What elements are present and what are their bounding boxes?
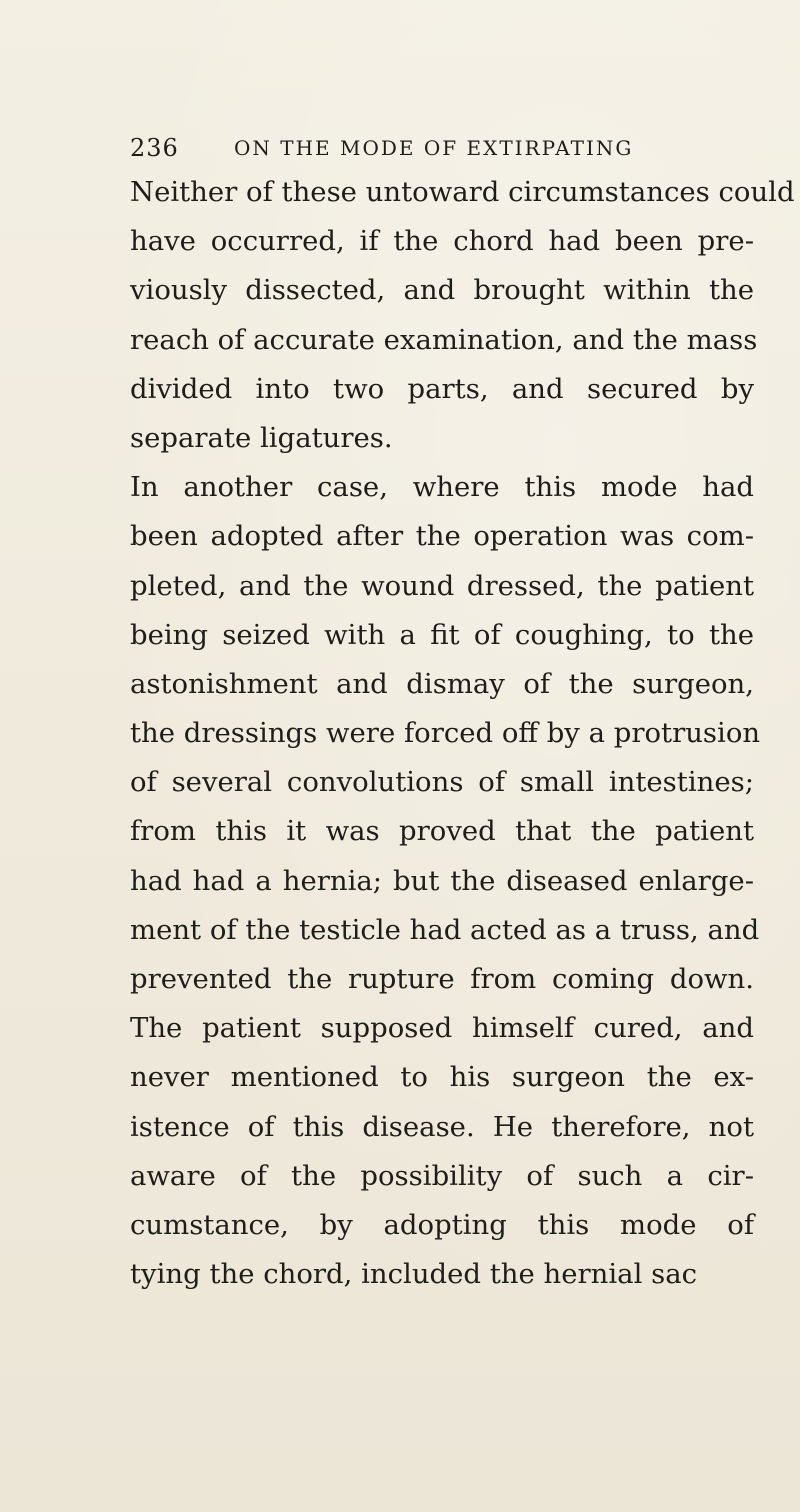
text-line: The patient supposed himself cured, and [130,1012,754,1045]
text-line: had had a hernia; but the diseased enlarge- [130,864,754,897]
text-line: from this it was proved that the patient [130,815,754,848]
text-line: being seized with a fit of coughing, to the [130,618,754,651]
text-line: astonishment and dismay of the surgeon, [130,667,754,700]
text-line: never mentioned to his surgeon the ex- [130,1061,754,1094]
text-line: istence of this disease. He therefore, not [130,1110,754,1143]
text-line: cumstance, by adopting this mode of [130,1208,754,1241]
text-line: aware of the possibility of such a cir- [130,1159,754,1192]
text-line: In another case, where this mode had [130,471,754,504]
body-text [130,168,795,1299]
text-line: separate ligatures. [130,421,393,454]
text-line: prevented the rupture from coming down. [130,963,754,995]
text-line: been adopted after the operation was com- [130,520,754,553]
text-line: ment of the testicle had acted as a truss, and [130,913,760,946]
text-line: reach of accurate examination, and the mass [130,323,758,356]
text-line: tying the chord, included the hernial sac [130,1258,698,1291]
text-line: the dressings were forced off by a protrusion [130,717,761,750]
text-line: have occurred, if the chord had been pre- [130,225,754,258]
page-number: 236 [130,134,179,162]
text-line: pleted, and the wound dressed, the patient [130,569,754,602]
running-head: ON THE MODE OF EXTIRPATING [234,136,634,160]
text-line: Neither of these untoward circumstances could [130,176,795,208]
text-line: of several convolutions of small intestines; [130,766,754,799]
text-line: divided into two parts, and secured by [130,372,754,405]
page-header [130,134,750,164]
text-line: viously dissected, and brought within the [130,274,754,307]
